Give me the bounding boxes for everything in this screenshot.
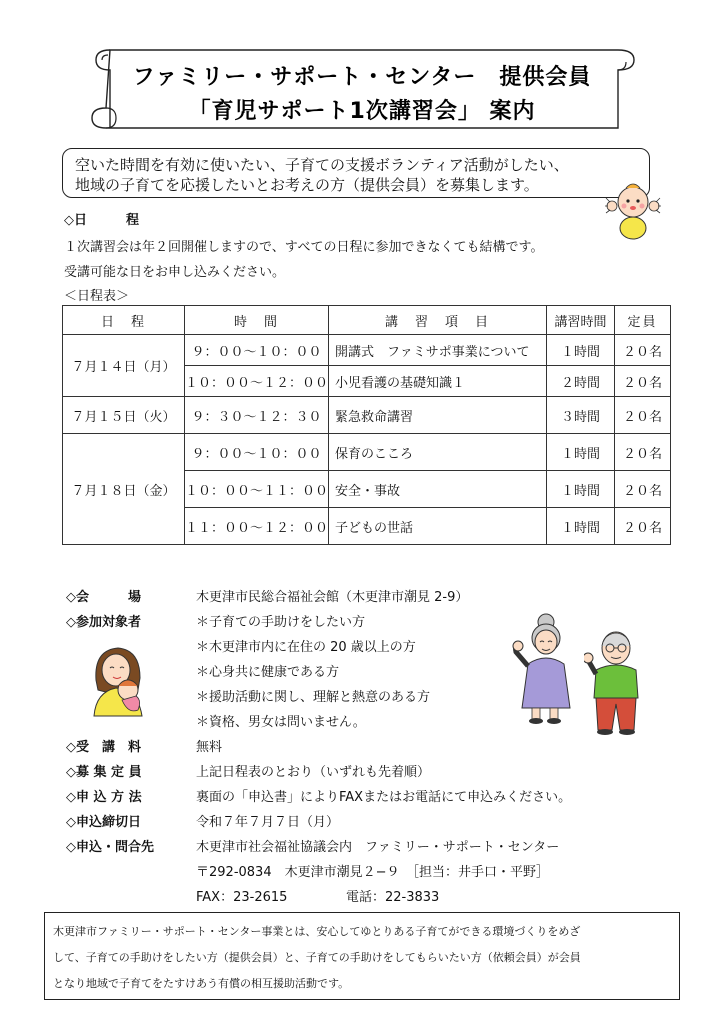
- schedule-note-1: １次講習会は年２回開催しますので、すべての日程に参加できなくても結構です。: [64, 240, 544, 255]
- hours-cell: ２時間: [547, 366, 615, 397]
- table-row: [63, 335, 671, 366]
- fee-value: 無料: [196, 740, 223, 755]
- contact-tel: 電話：22-3833: [346, 890, 440, 905]
- footer-line-3: となり地域で子育てをたすけあう有償の相互援助活動です。: [53, 977, 350, 990]
- deadline-value: 令和７年７月７日（月）: [196, 815, 340, 830]
- target-item: ＊援助活動に関し、理解と熱意のある方: [196, 690, 431, 705]
- table-row: [63, 397, 671, 434]
- apply-value: 裏面の「申込書」によりFAXまたはお電話にて申込みください。: [196, 790, 572, 805]
- title-banner: [88, 42, 636, 138]
- intro-box: [62, 148, 650, 198]
- title-line-1: ファミリー・サポート・センター 提供会員: [132, 65, 592, 90]
- target-item: ＊資格、男女は問いません。: [196, 715, 366, 730]
- contact-line-1: 木更津市社会福祉協議会内 ファミリー・サポート・センター: [196, 840, 560, 855]
- table-row: [63, 434, 671, 471]
- schedule-table: [62, 305, 671, 545]
- col-header-hours: 講習時間: [547, 306, 615, 335]
- topic-cell: 安全・事故: [329, 471, 547, 508]
- time-cell: ９：００～１０：００: [185, 434, 329, 471]
- baby-illustration-icon: [604, 178, 662, 240]
- col-header-capacity: 定員: [615, 306, 671, 335]
- mother-child-illustration-icon: [88, 640, 150, 718]
- hours-cell: １時間: [547, 471, 615, 508]
- venue-value: 木更津市民総合福祉会館（木更津市潮見 2-9）: [196, 590, 469, 605]
- table-header-row: [63, 306, 671, 335]
- schedule-heading: ◇日 程: [64, 213, 139, 228]
- target-item: ＊木更津市内に在住の 20 歳以上の方: [196, 640, 416, 655]
- contact-fax: FAX：23-2615: [196, 890, 288, 905]
- grandmother-illustration-icon: [510, 612, 576, 724]
- table-caption: ＜日程表＞: [64, 289, 130, 304]
- topic-cell: 開講式 ファミサポ事業について: [329, 335, 547, 366]
- capacity-value: 上記日程表のとおり（いずれも先着順）: [196, 765, 431, 780]
- topic-cell: 小児看護の基礎知識１: [329, 366, 547, 397]
- topic-cell: 緊急救命講習: [329, 397, 547, 434]
- capacity-cell: ２０名: [615, 434, 671, 471]
- footer-box: [44, 912, 680, 1000]
- date-cell: ７月１４日（月）: [63, 335, 185, 397]
- target-item: ＊子育ての手助けをしたい方: [196, 615, 366, 630]
- topic-cell: 子どもの世話: [329, 508, 547, 545]
- time-cell: ９：３０～１２：３０: [185, 397, 329, 434]
- hours-cell: １時間: [547, 434, 615, 471]
- intro-line-2: 地域の子育てを応援したいとお考えの方（提供会員）を募集します。: [75, 176, 539, 194]
- target-item: ＊心身共に健康である方: [196, 665, 340, 680]
- target-label: ◇参加対象者: [66, 615, 141, 630]
- date-cell: ７月１５日（火）: [63, 397, 185, 434]
- date-cell: ７月１８日（金）: [63, 434, 185, 545]
- col-header-time: 時 間: [185, 306, 329, 335]
- time-cell: ９：００～１０：００: [185, 335, 329, 366]
- hours-cell: １時間: [547, 335, 615, 366]
- capacity-cell: ２０名: [615, 508, 671, 545]
- col-header-topic: 講 習 項 目: [329, 306, 547, 335]
- schedule-note-2: 受講可能な日をお申し込みください。: [64, 265, 286, 280]
- grandfather-illustration-icon: [584, 628, 646, 736]
- time-cell: １０：００～１２：００: [185, 366, 329, 397]
- title-line-2: 「育児サポート1次講習会」 案内: [188, 99, 536, 124]
- time-cell: １０：００～１１：００: [185, 471, 329, 508]
- capacity-cell: ２０名: [615, 471, 671, 508]
- venue-label: ◇会 場: [66, 590, 141, 605]
- footer-line-2: して、子育ての手助けをしたい方（提供会員）と、子育ての手助けをしてもらいたい方（依頼会員）が会員: [53, 951, 581, 964]
- apply-label: ◇申 込 方 法: [66, 790, 142, 805]
- deadline-label: ◇申込締切日: [66, 815, 141, 830]
- footer-line-1: 木更津市ファミリー・サポート・センター事業とは、安心してゆとりある子育てができる環境づくりをめざ: [53, 925, 581, 938]
- hours-cell: １時間: [547, 508, 615, 545]
- contact-label: ◇申込・問合先: [66, 840, 154, 855]
- capacity-cell: ２０名: [615, 366, 671, 397]
- fee-label: ◇受 講 料: [66, 740, 141, 755]
- topic-cell: 保育のこころ: [329, 434, 547, 471]
- capacity-cell: ２０名: [615, 335, 671, 366]
- capacity-label: ◇募 集 定 員: [66, 765, 142, 780]
- time-cell: １１：００～１２：００: [185, 508, 329, 545]
- col-header-date: 日 程: [63, 306, 185, 335]
- contact-line-2: 〒292-0834 木更津市潮見２−９ ［担当：井手口・平野］: [196, 865, 549, 880]
- intro-line-1: 空いた時間を有効に使いたい、子育ての支援ボランティア活動がしたい、: [75, 156, 569, 174]
- hours-cell: ３時間: [547, 397, 615, 434]
- capacity-cell: ２０名: [615, 397, 671, 434]
